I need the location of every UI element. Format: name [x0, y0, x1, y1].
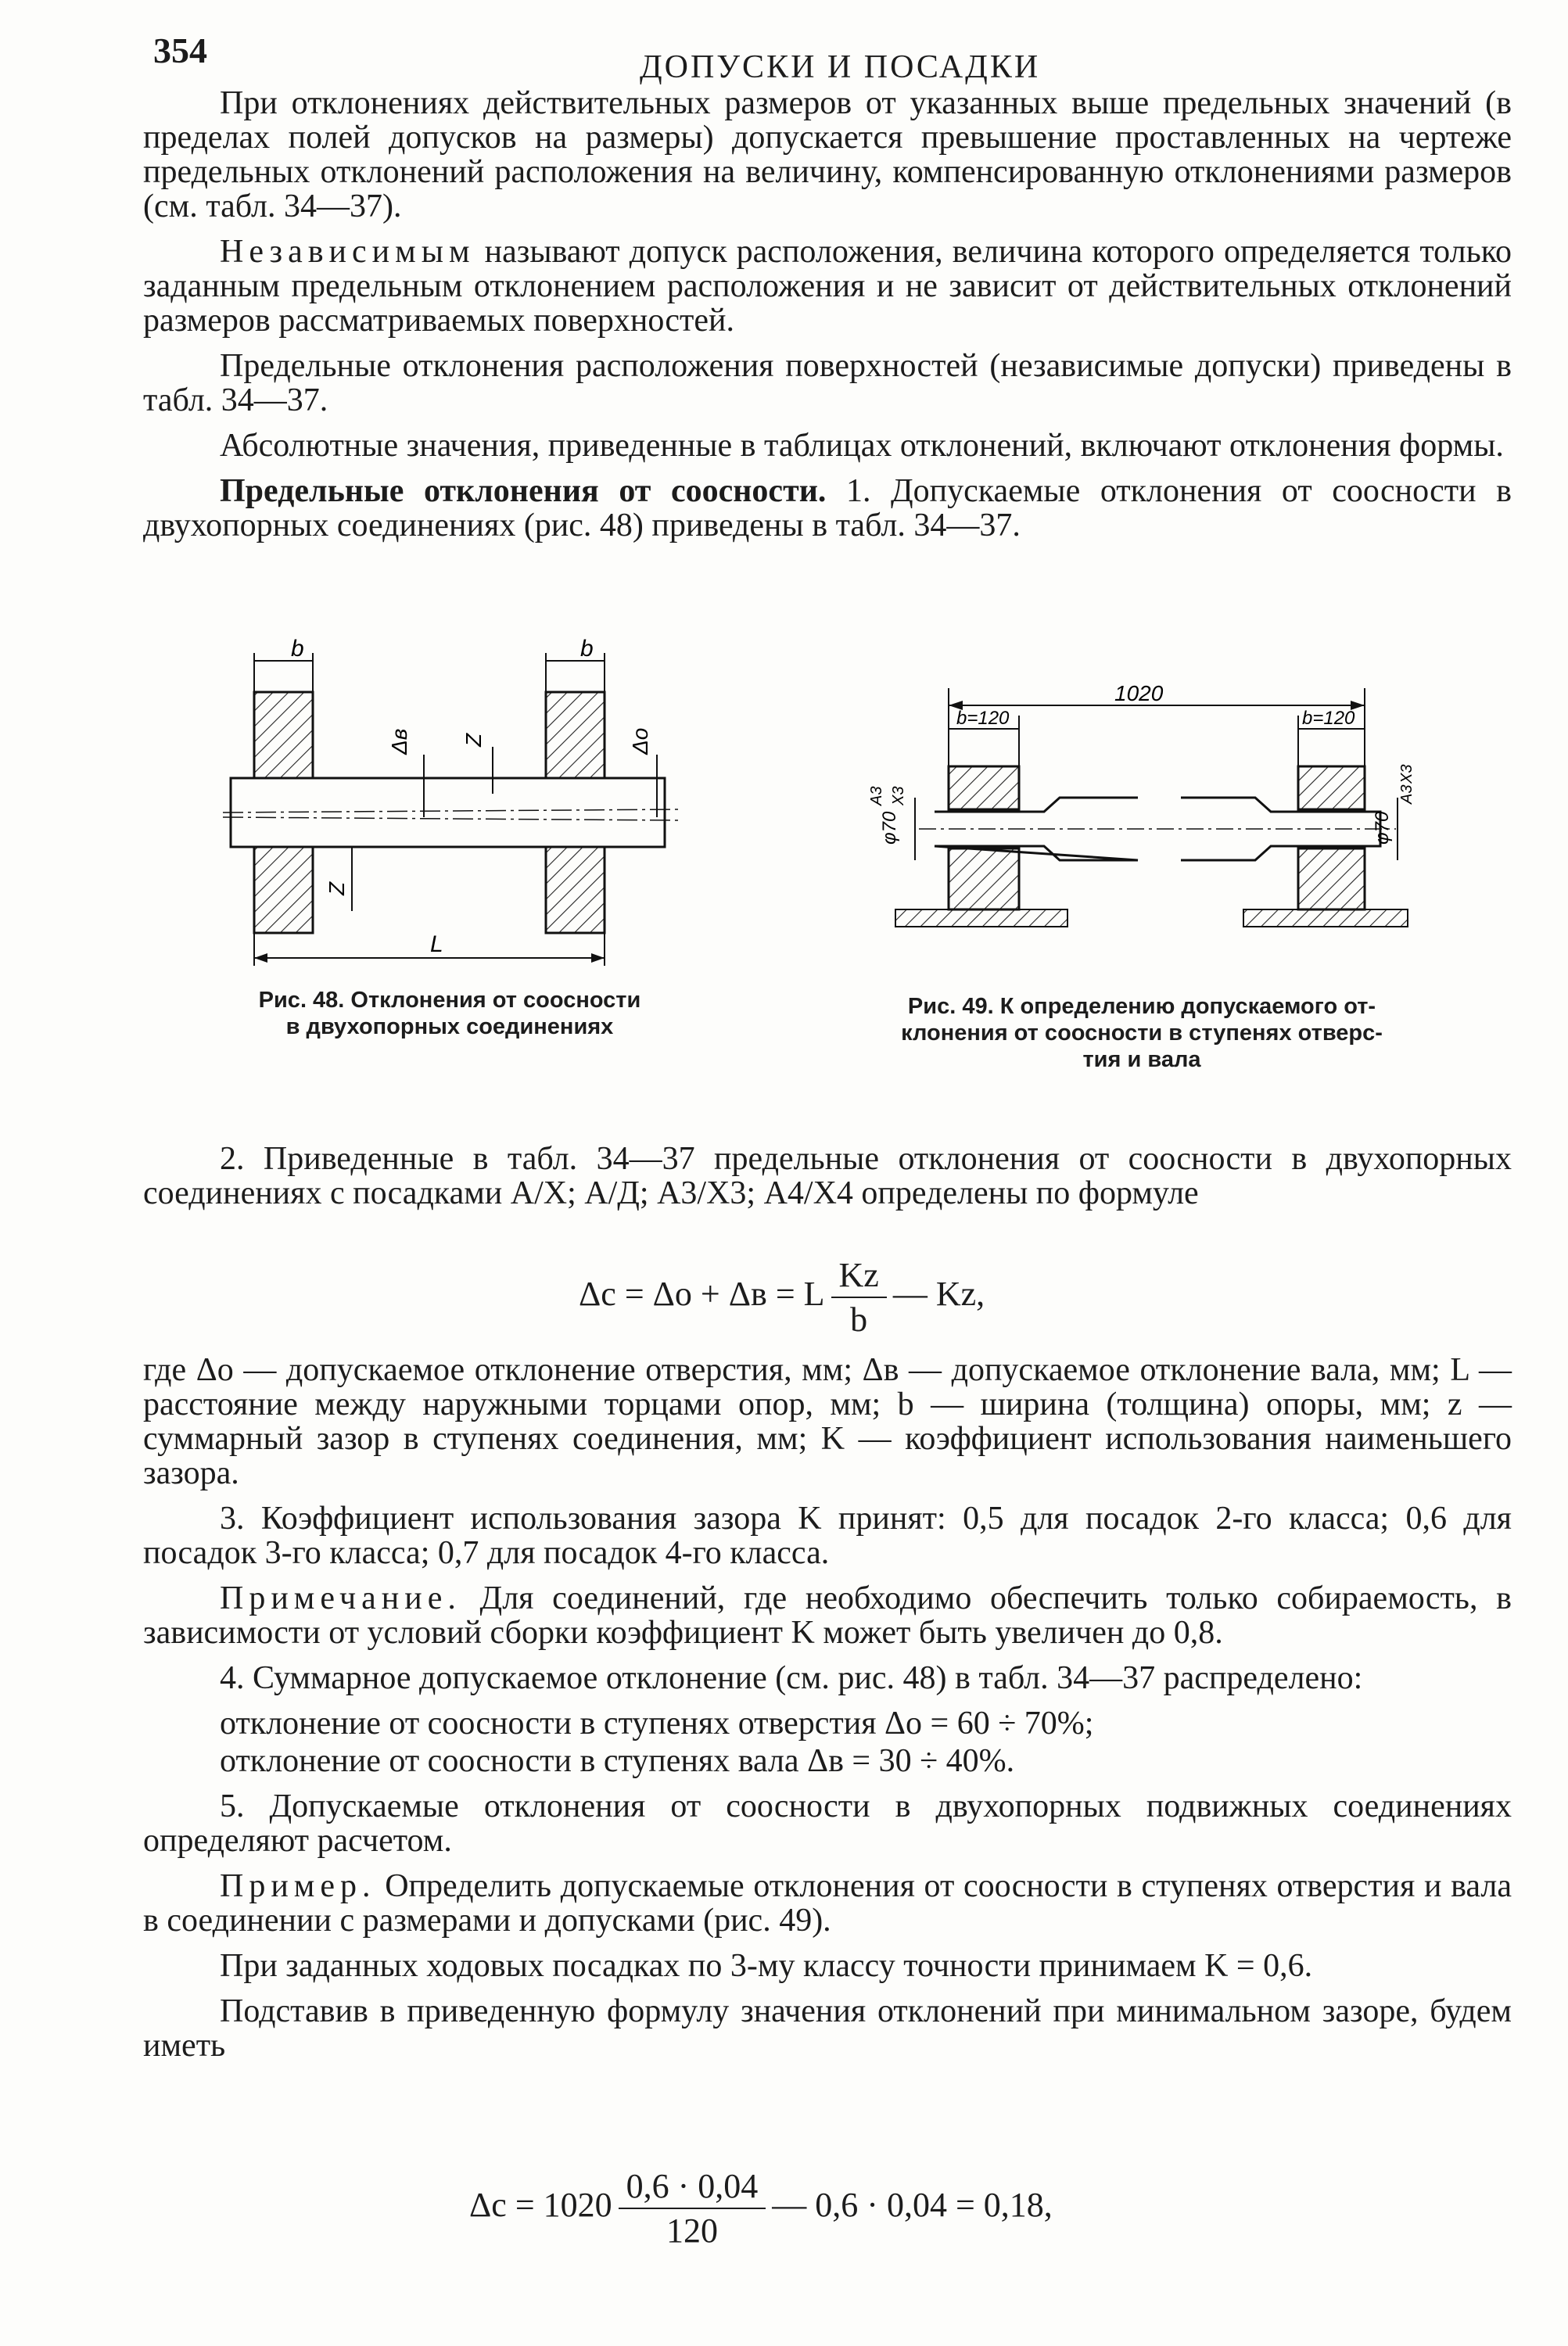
paragraph-2: 2. Приведенные в табл. 34—37 предельные отклонения от соосности в двухопорных соединениях с посадками А/Х; А/Д; А3/Х3; А4/Х4 определены по формуле: [143, 1141, 1512, 1211]
left-base: [895, 909, 1067, 927]
delta-o-label: Δо: [628, 727, 652, 755]
dia-right-label: φ70: [1372, 811, 1393, 845]
left-support-bottom: [254, 847, 313, 933]
paragraph-limits: Предельные отклонения расположения поверхностей (независимые допуски) приведены в табл. 34—37.: [143, 348, 1512, 418]
right-support-top: [1298, 766, 1365, 809]
right-support-bottom: [1298, 848, 1365, 909]
formula-example: Δс = 1020 $\frac{0,6 \cdot 0,04}{120}$ — 0,6 · 0,04 = 0,18,: [469, 2167, 1053, 2250]
b-right-label: b: [580, 636, 594, 662]
note-lead: Примечание.: [220, 1580, 461, 1616]
paragraph-note: Примечание. Для соединений, где необходимо обеспечить только собираемость, в зависимости от условий сборки коэффициент K может быть увеличен до 0,8.: [143, 1580, 1512, 1651]
dia-left-label: φ70: [879, 811, 900, 845]
formula-example-fraction: $\frac{0,6 \cdot 0,04}{120}$: [619, 2166, 766, 2251]
paragraph-4: 4. Суммарное допускаемое отклонение (см. рис. 48) в табл. 34—37 распределено:: [220, 1660, 1363, 1696]
length-label: 1020: [1114, 681, 1164, 705]
fit-left-top: А3: [868, 786, 885, 805]
right-base: [1243, 909, 1408, 927]
fit-right-bottom: Х3: [1398, 764, 1416, 784]
running-head: ДОПУСКИ И ПОСАДКИ: [640, 49, 1041, 85]
paragraph-5: 5. Допускаемые отклонения от соосности в двухопорных подвижных соединениях определяют расчетом.: [143, 1788, 1512, 1859]
paragraph-example: Пример. Определить допускаемые отклонения от соосности в ступенях отверстия и вала в соединении с размерами и допусками (рис. 49).: [143, 1868, 1512, 1939]
paragraph-compensation: При отклонениях действительных размеров от указанных выше предельных значений (в пределах полей допусков на размеры) допускается превышение проставленных на чертеже предельных отклонений расположения на величину, компенсированную отклонениями размеров (см. табл. 34—37).: [143, 85, 1512, 224]
paragraph-k: При заданных ходовых посадках по 3-му классу точности принимаем K = 0,6.: [220, 1948, 1313, 1984]
z-top-label: Z: [461, 733, 486, 747]
fit-left-bottom: Х3: [890, 786, 907, 805]
z-bottom-label: Z: [325, 881, 349, 895]
para-2-block: [143, 1142, 1512, 1221]
section-heading-coaxiality: Предельные отклонения от соосности.: [220, 473, 827, 509]
left-support-top: [949, 766, 1019, 809]
paragraph-substitution: Подставив в приведенную формулу значения отклонений при минимальном зазоре, будем иметь: [143, 1993, 1512, 2064]
figure-48-diagram: [219, 637, 712, 981]
distribution-shaft: отклонение от соосности в ступенях вала Δв = 30 ÷ 40%.: [220, 1743, 1015, 1779]
page-number: 354: [153, 30, 207, 70]
top-text-block: [143, 86, 1512, 554]
paragraph-3: 3. Коэффициент использования зазора K принят: 0,5 для посадок 2-го класса; 0,6 для посадок 3-го класса; 0,7 для посадок 4-го класса.: [143, 1501, 1512, 1571]
figure-49-caption: Рис. 49. К определению допускаемого от- клонения от соосности в ступенях отверс- тия и вала: [901, 994, 1383, 1072]
example-lead: Пример.: [220, 1868, 376, 1904]
left-support-bottom: [949, 848, 1019, 909]
right-support-bottom: [546, 847, 605, 933]
b-left-label: b: [291, 636, 304, 662]
paragraph-coaxiality: Предельные отклонения от соосности. 1. Допускаемые отклонения от соосности в двухопорных соединениях (рис. 48) приведены в табл. 34—37.: [143, 473, 1512, 543]
distribution-hole: отклонение от соосности в ступенях отверстия Δо = 60 ÷ 70%;: [220, 1706, 1094, 1742]
paragraph-independent: Независимым называют допуск расположения, величина которого определяется только заданным предельным отклонением расположения и не зависит от действительных отклонений размеров рассматриваемых поверхностей.: [143, 234, 1512, 339]
axis-line: [223, 809, 680, 812]
paragraph-absolute: Абсолютные значения, приведенные в таблицах отклонений, включают отклонения формы.: [220, 428, 1504, 464]
lower-text-block: [143, 1353, 1512, 2074]
b-right-label: b=120: [1302, 708, 1355, 729]
axis-line-2: [223, 817, 680, 820]
L-label: L: [430, 931, 443, 957]
formula-fraction: $\frac{Kz}{b}$: [831, 1255, 887, 1340]
fit-right-top: А3: [1398, 784, 1416, 804]
figure-49-diagram: [868, 680, 1416, 942]
b-left-label: b=120: [956, 708, 1010, 729]
formula-deviation: Δс = Δо + Δв = L $\frac{Kz}{b}$ — Kz,: [579, 1256, 985, 1339]
delta-v-label: Δв: [387, 728, 411, 755]
term-independent: Независимым: [220, 234, 475, 270]
figure-48-caption: Рис. 48. Отклонения от соосности в двухопорных соединениях: [258, 988, 641, 1039]
left-support-top: [254, 692, 313, 778]
right-support-top: [546, 692, 605, 778]
paragraph-where: где Δо — допускаемое отклонение отверстия, мм; Δв — допускаемое отклонение вала, мм; L — расстояние между наружными торцами опор, мм; b — ширина (толщина) опоры, мм; z — суммарный зазор в ступенях соединения, мм; K — коэффициент использования наименьшего зазора.: [143, 1352, 1512, 1491]
